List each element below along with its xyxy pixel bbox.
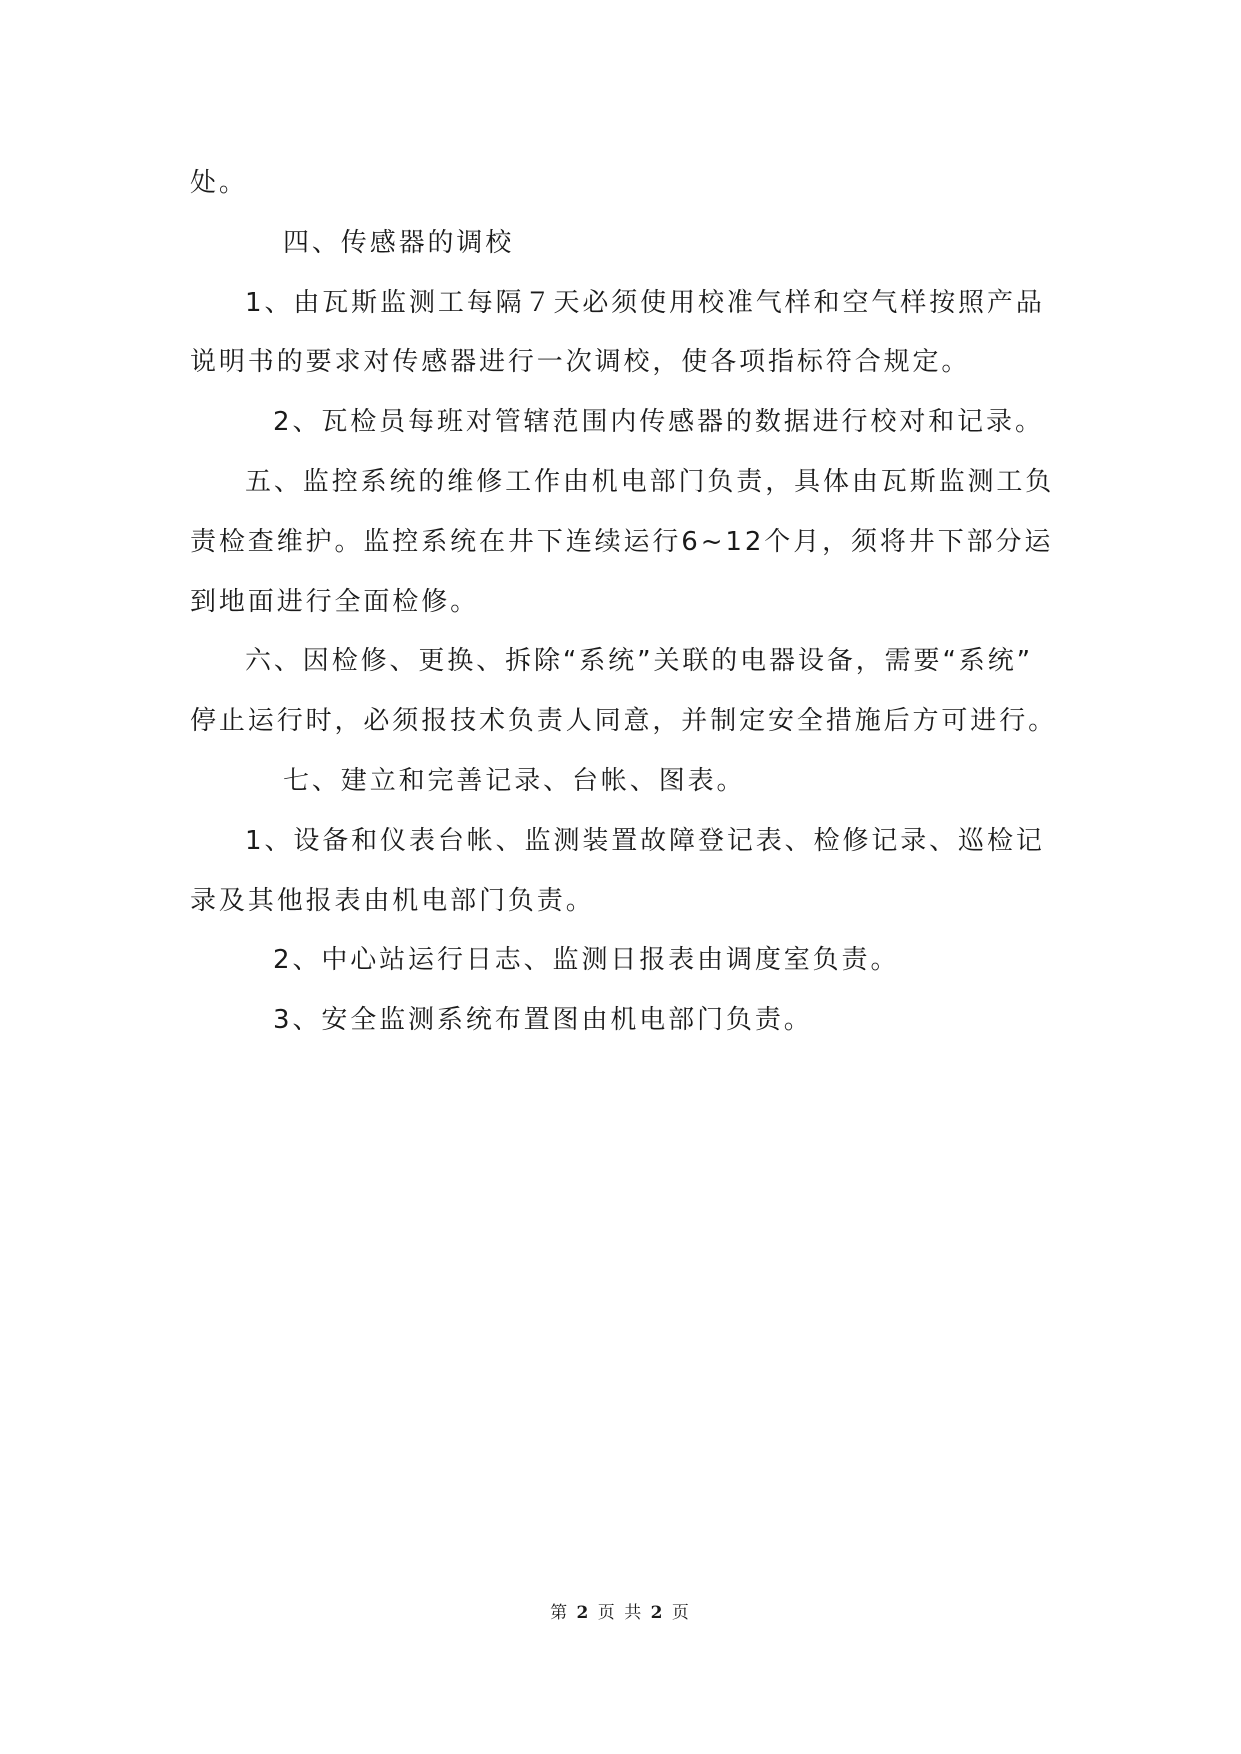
paragraph-line: 处。 (190, 168, 248, 198)
footer-suffix: 页 (671, 1603, 691, 1623)
section-heading-4: 四、传感器的调校 (283, 227, 515, 258)
footer-total-pages: 2 (650, 1603, 665, 1623)
paragraph-line: 2、瓦检员每班对管辖范围内传感器的数据进行校对和记录。 (273, 407, 1044, 438)
section-heading-6: 六、因检修、更换、拆除“系统”关联的电器设备，需要“系统” (245, 646, 1033, 677)
paragraph-line: 3、安全监测系统布置图由机电部门负责。 (273, 1005, 813, 1036)
paragraph-line: 1、设备和仪表台帐、监测装置故障登记表、检修记录、巡检记 (245, 825, 1045, 856)
paragraph-line: 责检查维护。监控系统在井下连续运行6~12个月，须将井下部分运 (190, 526, 1054, 557)
paragraph-line: 停止运行时，必须报技术负责人同意，并制定安全措施后方可进行。 (190, 706, 1058, 737)
document-body (190, 154, 1062, 1051)
page-footer (0, 1598, 1241, 1623)
section-heading-5: 五、监控系统的维修工作由机电部门负责，具体由瓦斯监测工负 (245, 466, 1055, 497)
paragraph-line: 录及其他报表由机电部门负责。 (190, 885, 595, 916)
footer-prefix: 第 (550, 1603, 570, 1623)
paragraph-line: 2、中心站运行日志、监测日报表由调度室负责。 (273, 945, 900, 976)
paragraph-line: 到地面进行全面检修。 (190, 586, 480, 617)
footer-current-page: 2 (576, 1603, 591, 1623)
paragraph-line: 说明书的要求对传感器进行一次调校，使各项指标符合规定。 (190, 347, 971, 378)
section-heading-7: 七、建立和完善记录、台帐、图表。 (283, 765, 746, 796)
footer-middle: 页 共 (597, 1603, 644, 1623)
paragraph-line: 1、由瓦斯监测工每隔７天必须使用校准气样和空气样按照产品 (245, 287, 1045, 318)
